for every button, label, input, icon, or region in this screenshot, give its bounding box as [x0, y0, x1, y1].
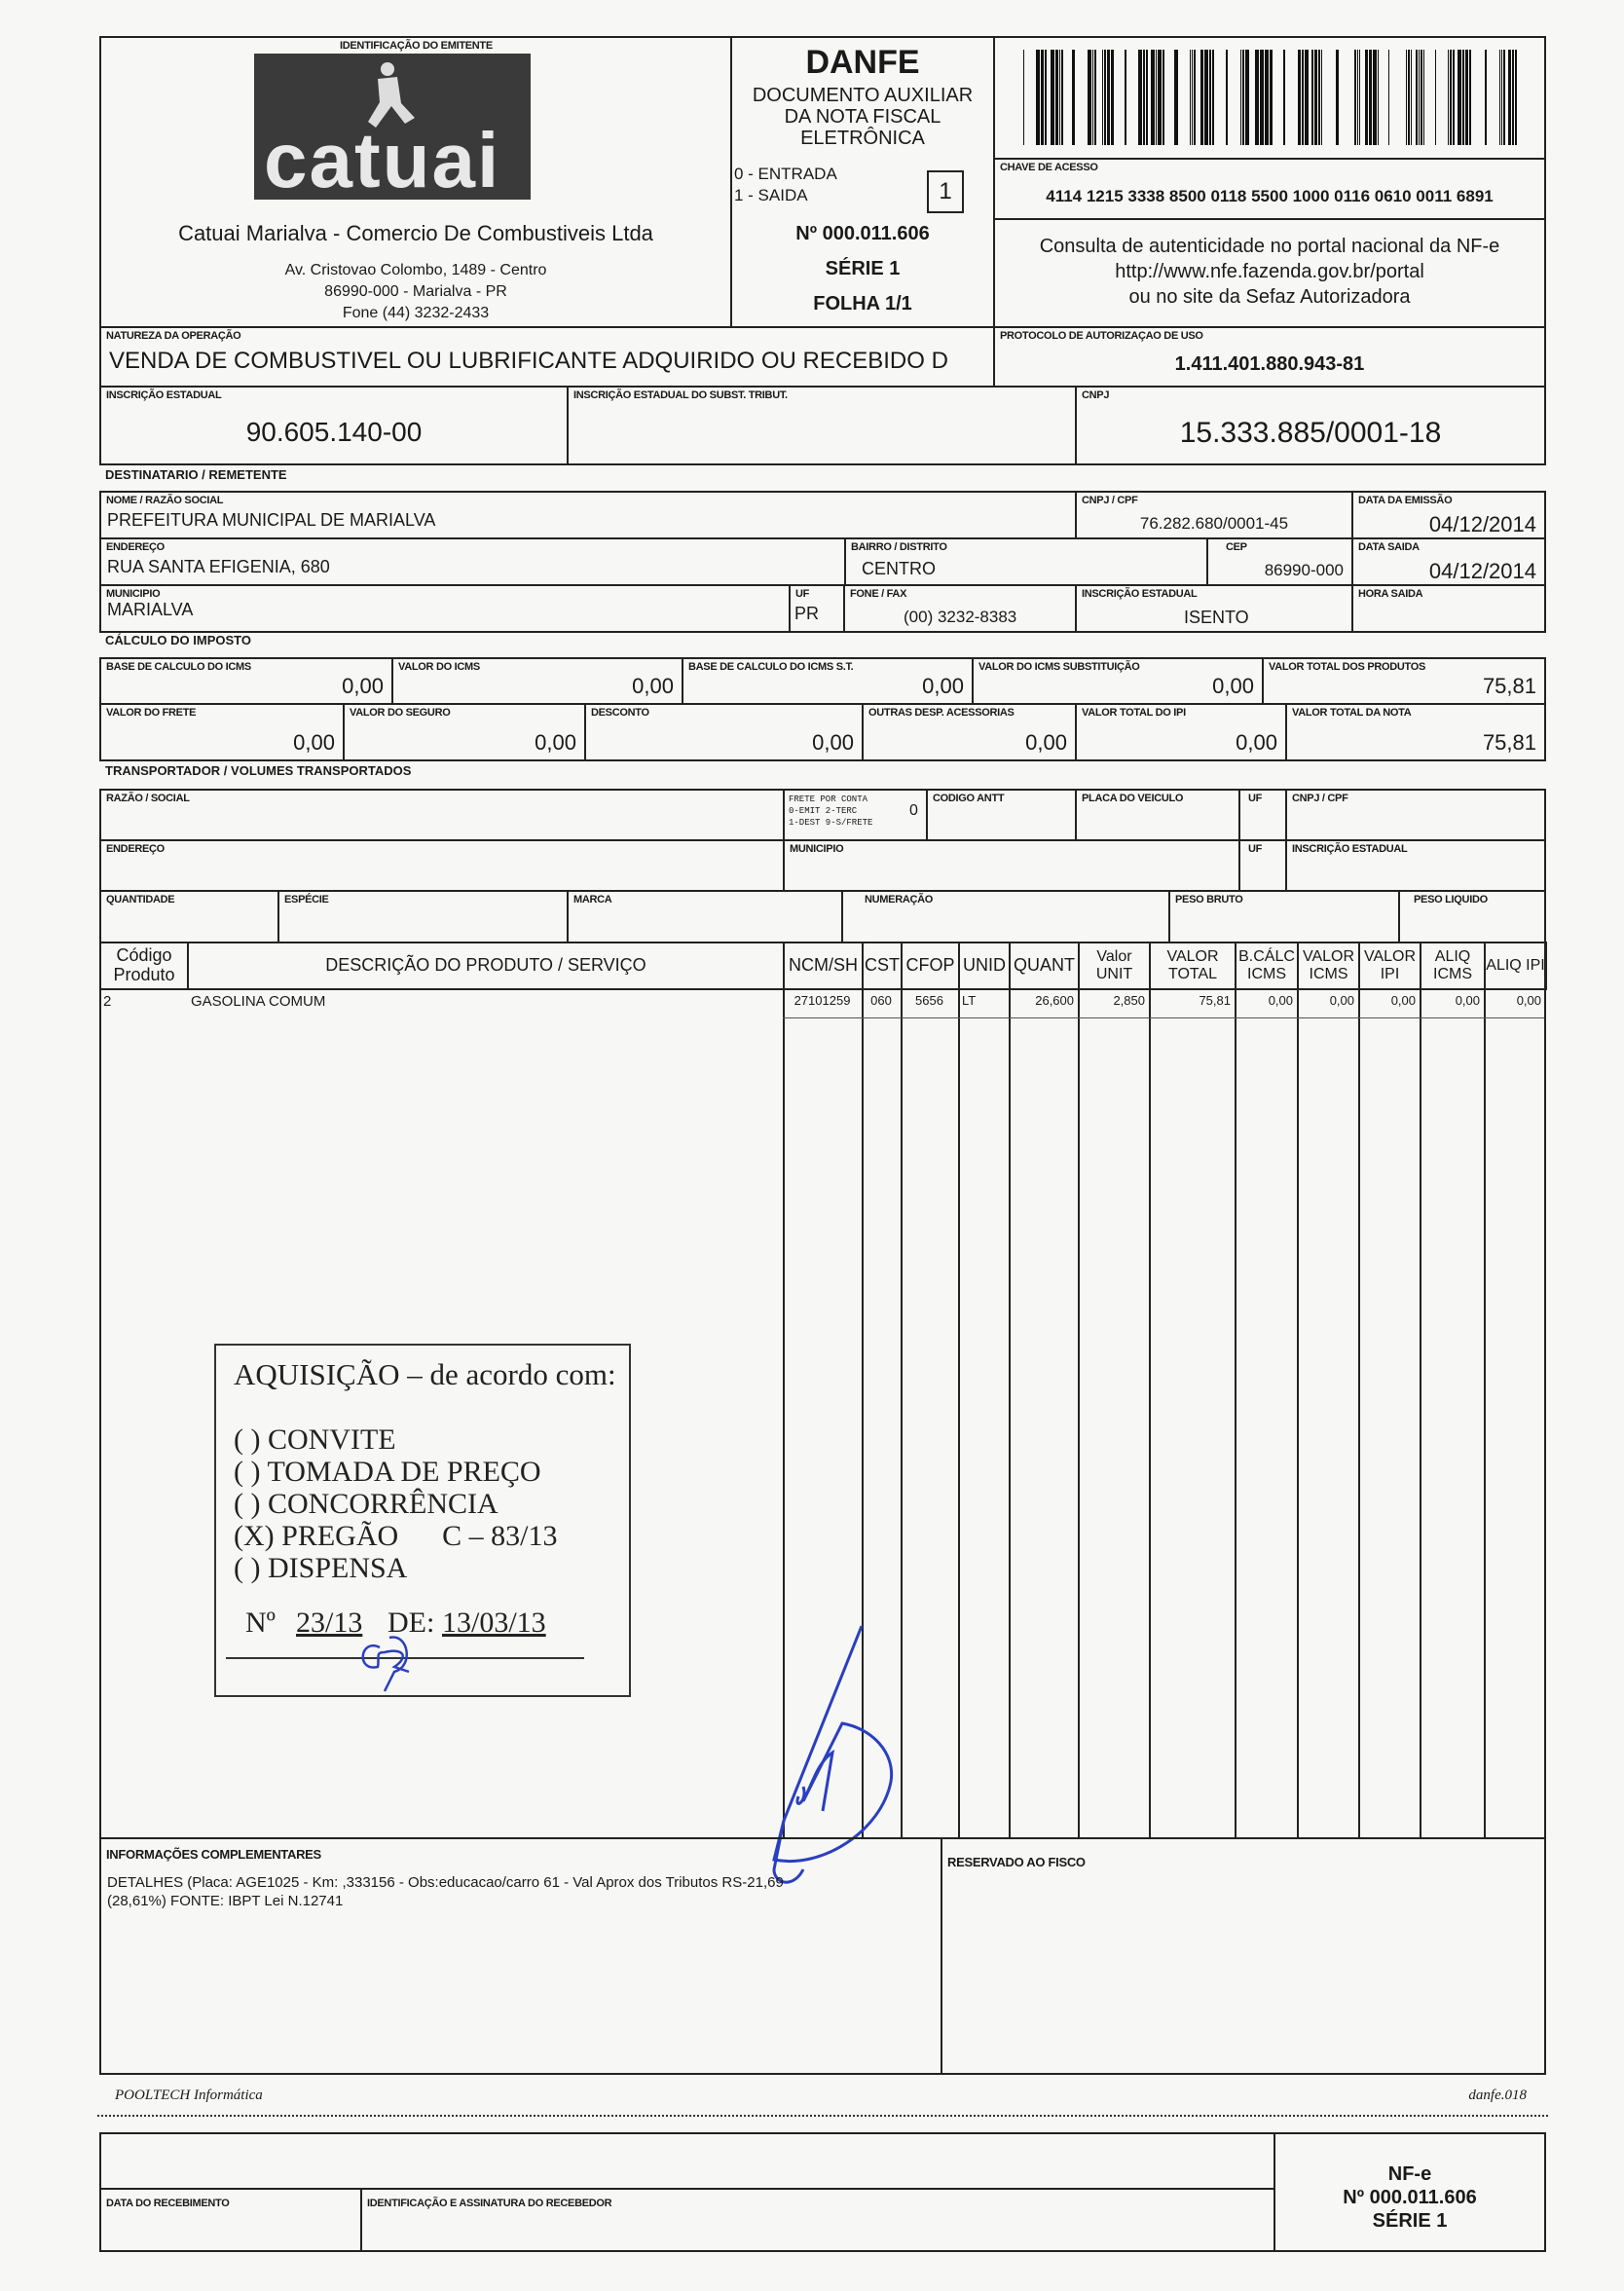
- transp-uf2-label: UF: [1248, 843, 1263, 855]
- barcode-bar: [1143, 50, 1145, 145]
- barcode-bar: [1023, 50, 1024, 145]
- tax-field-label: VALOR DO FRETE: [106, 707, 197, 719]
- barcode-bar: [1036, 50, 1040, 145]
- dest-cnpj-box: [1075, 491, 1353, 539]
- barcode-bar: [1245, 50, 1249, 145]
- barcode-bar: [1302, 50, 1304, 145]
- barcode-bar: [1501, 50, 1502, 145]
- barcode-bar: [1354, 50, 1356, 145]
- barcode-bar: [1226, 50, 1228, 145]
- barcode-bar: [1448, 50, 1449, 145]
- chave-acesso-box: [993, 158, 1546, 220]
- tax-field: [1262, 657, 1546, 705]
- barcode-bar: [1321, 50, 1322, 145]
- danfe-folha: FOLHA 1/1: [813, 293, 912, 314]
- dest-uf-value: PR: [794, 604, 820, 623]
- barcode-bar: [1111, 50, 1114, 145]
- dest-cep-value: 86990-000: [1264, 561, 1344, 579]
- product-cell: 060: [870, 993, 892, 1008]
- imposto-section-label: CÁLCULO DO IMPOSTO: [105, 633, 251, 647]
- barcode-bar: [1485, 50, 1487, 145]
- transportador-section-label: TRANSPORTADOR / VOLUMES TRANSPORTADOS: [105, 763, 412, 778]
- transp-peso-bruto-box: [1168, 890, 1400, 943]
- transp-uf-box: [1238, 789, 1287, 841]
- software-credit: POOLTECH Informática: [115, 2088, 263, 2103]
- logo-text: catuai: [264, 117, 501, 203]
- dest-nome-box: [99, 491, 1077, 539]
- dest-saida-value: 04/12/2014: [1428, 559, 1536, 583]
- frete-line3: 1-DEST 9-S/FRETE: [789, 818, 873, 828]
- tax-field: [584, 703, 864, 761]
- cut-line: [97, 2115, 1548, 2117]
- dest-bairro-label: BAIRRO / DISTRITO: [851, 541, 947, 553]
- ie-st-label: INSCRIÇÃO ESTADUAL DO SUBST. TRIBUT.: [573, 389, 788, 401]
- barcode-bar: [1336, 50, 1339, 145]
- tax-field: [1075, 703, 1287, 761]
- barcode-bar: [1045, 50, 1047, 145]
- tax-field: [682, 657, 974, 705]
- barcode-bar: [1369, 50, 1372, 145]
- column-header: VALOR ICMS: [1297, 942, 1360, 990]
- barcode-bar: [1512, 50, 1514, 145]
- barcode-bar: [1458, 50, 1461, 145]
- transp-peso-liquido-label: PESO LIQUIDO: [1414, 894, 1488, 905]
- barcode-bar: [1194, 50, 1196, 145]
- barcode-bar: [1151, 50, 1155, 145]
- tax-field-label: BASE DE CALCULO DO ICMS: [106, 661, 251, 673]
- barcode-bar: [1174, 50, 1178, 145]
- tax-field-value: 0,00: [632, 674, 674, 698]
- dest-cep-label: CEP: [1226, 541, 1247, 553]
- transp-peso-bruto-label: PESO BRUTO: [1175, 894, 1243, 905]
- dest-hora-label: HORA SAIDA: [1358, 588, 1423, 600]
- barcode-bar: [1450, 50, 1452, 145]
- transp-quantidade-label: QUANTIDADE: [106, 894, 175, 905]
- natureza-label: NATUREZA DA OPERAÇÃO: [106, 330, 241, 342]
- cnpj-value: 15.333.885/0001-18: [1179, 417, 1442, 449]
- danfe-title: DANFE: [805, 44, 920, 81]
- dest-emissao-box: [1351, 491, 1546, 539]
- barcode-bar: [1104, 50, 1106, 145]
- cnpj-label: CNPJ: [1082, 389, 1110, 401]
- transp-marca-box: [567, 890, 843, 943]
- column-header: ALIQ IPI: [1484, 942, 1547, 990]
- emitente-name: Catuai Marialva - Comercio De Combustiveis Ltda: [178, 221, 653, 245]
- frete-line2: 0-EMIT 2-TERC: [789, 806, 858, 816]
- barcode-bar: [1200, 50, 1203, 145]
- stamp-option-convite: ( ) CONVITE: [234, 1423, 396, 1456]
- transp-cnpj-box: [1285, 789, 1546, 841]
- tax-field-label: VALOR DO SEGURO: [350, 707, 451, 719]
- dest-bairro-box: [844, 537, 1208, 586]
- dest-fone-label: FONE / FAX: [850, 588, 907, 600]
- emitente-address1: Av. Cristovao Colombo, 1489 - Centro: [284, 262, 547, 278]
- chave-value: 4114 1215 3338 8500 0118 5500 1000 0116 0610 0011 6891: [1046, 187, 1494, 205]
- transp-marca-label: MARCA: [573, 894, 612, 905]
- tax-field: [1285, 703, 1546, 761]
- stamp-option-concorrencia: ( ) CONCORRÊNCIA: [234, 1488, 498, 1520]
- dest-endereco-label: ENDEREÇO: [106, 541, 165, 553]
- barcode-bar: [1359, 50, 1360, 145]
- barcode-bar: [1270, 50, 1273, 145]
- danfe-version: danfe.018: [1468, 2088, 1527, 2103]
- column-header: B.CÁLC ICMS: [1235, 942, 1299, 990]
- barcode-bar: [1041, 50, 1044, 145]
- column-header: NCM/SH: [783, 942, 864, 990]
- canhoto-top-box: [99, 2132, 1275, 2190]
- dest-cnpj-label: CNPJ / CPF: [1082, 495, 1138, 506]
- barcode-bar: [1378, 50, 1379, 145]
- barcode-bar: [1465, 50, 1468, 145]
- danfe-subtitle1: DOCUMENTO AUXILIAR: [752, 85, 974, 106]
- stamp-numero-prefix: Nº: [245, 1607, 276, 1639]
- barcode-bar: [1388, 50, 1389, 145]
- dest-fone-box: [843, 584, 1077, 633]
- dest-endereco-value: RUA SANTA EFIGENIA, 680: [107, 557, 330, 576]
- barcode-bar: [1260, 50, 1264, 145]
- barcode-bar: [1469, 50, 1471, 145]
- danfe-box: [730, 36, 995, 328]
- transp-cnpj-label: CNPJ / CPF: [1292, 793, 1348, 804]
- product-cell: 2: [103, 993, 112, 1010]
- product-cell: 2,850: [1113, 993, 1145, 1008]
- tax-field-value: 0,00: [1212, 674, 1254, 698]
- dest-bairro-value: CENTRO: [862, 559, 936, 578]
- barcode-bar: [1318, 50, 1320, 145]
- canhoto-numero: Nº 000.011.606: [1343, 2187, 1477, 2208]
- consulta-line3: ou no site da Sefaz Autorizadora: [1128, 286, 1411, 308]
- tax-field-value: 0,00: [1236, 730, 1277, 755]
- ie-st-box: [567, 386, 1077, 465]
- frete-line1: FRETE POR CONTA: [789, 794, 868, 804]
- barcode-bar: [1156, 50, 1157, 145]
- column-header: CST: [862, 942, 903, 990]
- barcode-bar: [1411, 50, 1412, 145]
- transp-ie-box: [1285, 839, 1546, 892]
- danfe-numero: Nº 000.011.606: [795, 223, 930, 244]
- barcode-bar: [1283, 50, 1285, 145]
- consulta-box: [993, 218, 1546, 328]
- tax-field: [972, 657, 1264, 705]
- stamp-initials-icon: [351, 1628, 428, 1696]
- dest-fone-value: (00) 3232-8383: [904, 608, 1017, 626]
- fisco-box: [941, 1837, 1546, 2075]
- info-line2: (28,61%) FONTE: IBPT Lei N.12741: [107, 1893, 344, 1909]
- canhoto-data-box: [99, 2188, 362, 2252]
- transp-antt-label: CODIGO ANTT: [933, 793, 1005, 804]
- danfe-subtitle3: ELETRÔNICA: [800, 128, 925, 149]
- barcode-bar: [1357, 50, 1358, 145]
- fisco-label: RESERVADO AO FISCO: [947, 1855, 1086, 1869]
- column-header: Valor UNIT: [1078, 942, 1151, 990]
- chave-label: CHAVE DE ACESSO: [1000, 162, 1098, 173]
- emitente-address2: 86990-000 - Marialva - PR: [324, 283, 507, 300]
- product-cell: LT: [962, 993, 977, 1008]
- tax-field-value: 0,00: [812, 730, 854, 755]
- product-cell: 0,00: [1455, 993, 1480, 1008]
- column-header: QUANT: [1009, 942, 1080, 990]
- danfe-entrada: 0 - ENTRADA: [734, 165, 837, 183]
- tax-field-value: 75,81: [1482, 730, 1536, 755]
- tax-field-label: VALOR TOTAL DO IPI: [1082, 707, 1186, 719]
- transp-ie-label: INSCRIÇÃO ESTADUAL: [1292, 843, 1408, 855]
- barcode-bar: [1435, 50, 1436, 145]
- tax-field-label: VALOR DO ICMS: [398, 661, 480, 673]
- transp-endereco-label: ENDEREÇO: [106, 843, 165, 855]
- tax-field-label: BASE DE CALCULO DO ICMS S.T.: [688, 661, 854, 673]
- tax-field: [99, 657, 393, 705]
- barcode-bar: [1138, 50, 1142, 145]
- column-header: VALOR IPI: [1358, 942, 1421, 990]
- danfe-serie: SÉRIE 1: [825, 258, 901, 279]
- barcode-bar: [1092, 50, 1093, 145]
- frete-value: 0: [909, 802, 918, 819]
- canhoto-assinatura-label: IDENTIFICAÇÃO E ASSINATURA DO RECEBEDOR: [367, 2198, 612, 2209]
- danfe-tipo-box: 1: [927, 170, 964, 213]
- column-header: Código Produto: [99, 942, 189, 990]
- barcode-bar: [1209, 50, 1211, 145]
- dest-municipio-label: MUNICIPIO: [106, 588, 161, 600]
- transp-placa-label: PLACA DO VEICULO: [1082, 793, 1184, 804]
- barcode-bar: [1072, 50, 1075, 145]
- transp-frete-box: [783, 789, 928, 841]
- column-header: CFOP: [901, 942, 960, 990]
- tax-field: [862, 703, 1077, 761]
- dest-endereco-box: [99, 537, 846, 586]
- product-cell: GASOLINA COMUM: [191, 993, 326, 1010]
- dest-ie-label: INSCRIÇÃO ESTADUAL: [1082, 588, 1198, 600]
- canhoto-nfe-box: [1273, 2132, 1546, 2252]
- tax-field-value: 0,00: [1025, 730, 1067, 755]
- product-cell: 0,00: [1329, 993, 1354, 1008]
- canhoto-serie: SÉRIE 1: [1372, 2210, 1448, 2232]
- barcode-bar: [1503, 50, 1505, 145]
- dest-cnpj-value: 76.282.680/0001-45: [1139, 514, 1289, 533]
- transp-especie-label: ESPÉCIE: [284, 894, 329, 905]
- stamp-option-pregao: (X) PREGÃO C – 83/13: [234, 1520, 558, 1552]
- logo: [254, 54, 531, 203]
- barcode-bar: [1240, 50, 1241, 145]
- canhoto-nfe: NF-e: [1387, 2163, 1432, 2185]
- barcode-bar: [1055, 50, 1058, 145]
- tax-field-label: VALOR DO ICMS SUBSTITUIÇÃO: [978, 661, 1140, 673]
- barcode-bar: [1163, 50, 1164, 145]
- barcode-bar: [1365, 50, 1368, 145]
- tax-field-value: 0,00: [922, 674, 964, 698]
- stamp-data-prefix: DE:: [388, 1607, 435, 1639]
- barcode-bar: [1051, 50, 1054, 145]
- barcode-bar: [1125, 50, 1126, 145]
- barcode-bar: [1515, 50, 1517, 145]
- dest-cep-box: [1206, 537, 1353, 586]
- dest-emissao-value: 04/12/2014: [1428, 512, 1536, 536]
- natureza-box: [99, 326, 995, 388]
- stamp-numero: 23/13: [296, 1607, 363, 1639]
- dest-emissao-label: DATA DA EMISSÃO: [1358, 495, 1453, 506]
- dest-uf-box: [789, 584, 845, 633]
- dest-ie-value: ISENTO: [1184, 608, 1249, 627]
- stamp-option-tomada: ( ) TOMADA DE PREÇO: [234, 1456, 541, 1488]
- tax-field-value: 0,00: [293, 730, 335, 755]
- stamp-title: AQUISIÇÃO – de acordo com:: [234, 1357, 616, 1391]
- barcode-bar: [1406, 50, 1407, 145]
- product-cell: 0,00: [1516, 993, 1541, 1008]
- dest-uf-label: UF: [795, 588, 810, 600]
- barcode-bar: [1298, 50, 1301, 145]
- tax-field: [343, 703, 586, 761]
- barcode-bar: [1508, 50, 1511, 145]
- barcode-bar: [1192, 50, 1193, 145]
- ie-box: [99, 386, 569, 465]
- dest-nome-value: PREFEITURA MUNICIPAL DE MARIALVA: [107, 510, 436, 530]
- barcode-bar: [1305, 50, 1309, 145]
- barcode-bar: [1453, 50, 1455, 145]
- transp-numeracao-box: [841, 890, 1170, 943]
- tax-field: [99, 703, 345, 761]
- barcode-icon: [1016, 50, 1523, 145]
- info-box: [99, 1837, 942, 2075]
- tax-field-value: 0,00: [535, 730, 576, 755]
- transp-municipio-box: [783, 839, 1240, 892]
- barcode-bar: [1212, 50, 1214, 145]
- barcode-bar: [1499, 50, 1500, 145]
- destinatario-section-label: DESTINATARIO / REMETENTE: [105, 467, 287, 482]
- tax-field-label: DESCONTO: [591, 707, 649, 719]
- transp-quantidade-box: [99, 890, 279, 943]
- product-cell: 0,00: [1390, 993, 1416, 1008]
- protocolo-value: 1.411.401.880.943-81: [1174, 353, 1365, 375]
- barcode-bar: [1462, 50, 1464, 145]
- danfe-saida: 1 - SAIDA: [734, 186, 808, 204]
- barcode-bar: [1416, 50, 1418, 145]
- barcode-bar: [1094, 50, 1096, 145]
- product-cell: 27101259: [794, 993, 851, 1008]
- dest-hora-box: [1351, 584, 1546, 633]
- emitente-label: IDENTIFICAÇÃO DO EMITENTE: [340, 40, 493, 52]
- stamp-option-dispensa: ( ) DISPENSA: [234, 1552, 408, 1584]
- ie-value: 90.605.140-00: [245, 417, 423, 447]
- tax-field: [391, 657, 683, 705]
- transp-municipio-label: MUNICIPIO: [790, 843, 844, 855]
- transp-uf2-box: [1238, 839, 1287, 892]
- transp-razao-label: RAZÃO / SOCIAL: [106, 793, 190, 804]
- barcode-bar: [1314, 50, 1317, 145]
- acquisition-stamp: [214, 1344, 631, 1697]
- info-label: INFORMAÇÕES COMPLEMENTARES: [106, 1847, 321, 1862]
- product-cell: 75,81: [1199, 993, 1231, 1008]
- ie-label: INSCRIÇÃO ESTADUAL: [106, 389, 222, 401]
- barcode-bar: [1061, 50, 1063, 145]
- column-header: UNID: [958, 942, 1011, 990]
- consulta-url[interactable]: http://www.nfe.fazenda.gov.br/portal: [1115, 261, 1424, 282]
- barcode-bar: [1421, 50, 1422, 145]
- barcode-bar: [1242, 50, 1244, 145]
- barcode-bar: [1158, 50, 1162, 145]
- product-cell: 5656: [915, 993, 943, 1008]
- product-cell: 26,600: [1035, 993, 1074, 1008]
- danfe-subtitle2: DA NOTA FISCAL: [784, 106, 941, 128]
- emitente-box: [99, 36, 732, 328]
- natureza-value: VENDA DE COMBUSTIVEL OU LUBRIFICANTE ADQUIRIDO OU RECEBIDO D: [109, 348, 948, 374]
- dest-saida-label: DATA SAIDA: [1358, 541, 1420, 553]
- barcode-box: [993, 36, 1546, 160]
- product-cell: 0,00: [1268, 993, 1293, 1008]
- dest-municipio-value: MARIALVA: [107, 600, 194, 619]
- consulta-line1: Consulta de autenticidade no portal nacional da NF-e: [1039, 236, 1500, 257]
- column-header: ALIQ ICMS: [1420, 942, 1486, 990]
- barcode-bar: [1107, 50, 1110, 145]
- transp-uf-label: UF: [1248, 793, 1263, 804]
- canhoto-assinatura-box: [360, 2188, 1275, 2252]
- protocolo-label: PROTOCOLO DE AUTORIZAÇAO DE USO: [1000, 330, 1203, 342]
- barcode-bar: [1190, 50, 1191, 145]
- barcode-bar: [1423, 50, 1424, 145]
- tax-field-label: VALOR TOTAL DOS PRODUTOS: [1269, 661, 1426, 673]
- column-header: DESCRIÇÃO DO PRODUTO / SERVIÇO: [187, 942, 785, 990]
- column-header: VALOR TOTAL: [1149, 942, 1236, 990]
- dest-saida-box: [1351, 537, 1546, 586]
- info-line1: DETALHES (Placa: AGE1025 - Km: ,333156 - Obs:educacao/carro 61 - Val Aprox dos Tributos RS-21,69: [107, 1874, 784, 1891]
- canhoto-data-label: DATA DO RECEBIMENTO: [106, 2198, 230, 2209]
- emitente-phone: Fone (44) 3232-2433: [342, 305, 490, 321]
- barcode-bar: [1408, 50, 1410, 145]
- tax-field-value: 75,81: [1482, 674, 1536, 698]
- barcode-bar: [1088, 50, 1091, 145]
- transp-endereco-box: [99, 839, 785, 892]
- tax-field-value: 0,00: [342, 674, 384, 698]
- dest-municipio-box: [99, 584, 791, 633]
- barcode-bar: [1204, 50, 1208, 145]
- barcode-bar: [1373, 50, 1377, 145]
- barcode-bar: [1102, 50, 1103, 145]
- tax-field-label: OUTRAS DESP. ACESSORIAS: [868, 707, 1015, 719]
- transp-antt-box: [926, 789, 1077, 841]
- dest-nome-label: NOME / RAZÃO SOCIAL: [106, 495, 224, 506]
- transp-numeracao-label: NUMERAÇÃO: [865, 894, 934, 905]
- barcode-bar: [1255, 50, 1259, 145]
- barcode-bar: [1146, 50, 1148, 145]
- protocolo-box: [993, 326, 1546, 388]
- transp-peso-liquido-box: [1398, 890, 1546, 943]
- barcode-bar: [1311, 50, 1313, 145]
- dest-ie-box: [1075, 584, 1353, 633]
- transp-razao-box: [99, 789, 785, 841]
- stamp-data: 13/03/13: [442, 1607, 546, 1639]
- barcode-bar: [1419, 50, 1420, 145]
- transp-especie-box: [277, 890, 569, 943]
- barcode-bar: [1059, 50, 1060, 145]
- cnpj-box: [1075, 386, 1546, 465]
- tax-field-label: VALOR TOTAL DA NOTA: [1292, 707, 1412, 719]
- barcode-bar: [1265, 50, 1269, 145]
- transp-placa-box: [1075, 789, 1240, 841]
